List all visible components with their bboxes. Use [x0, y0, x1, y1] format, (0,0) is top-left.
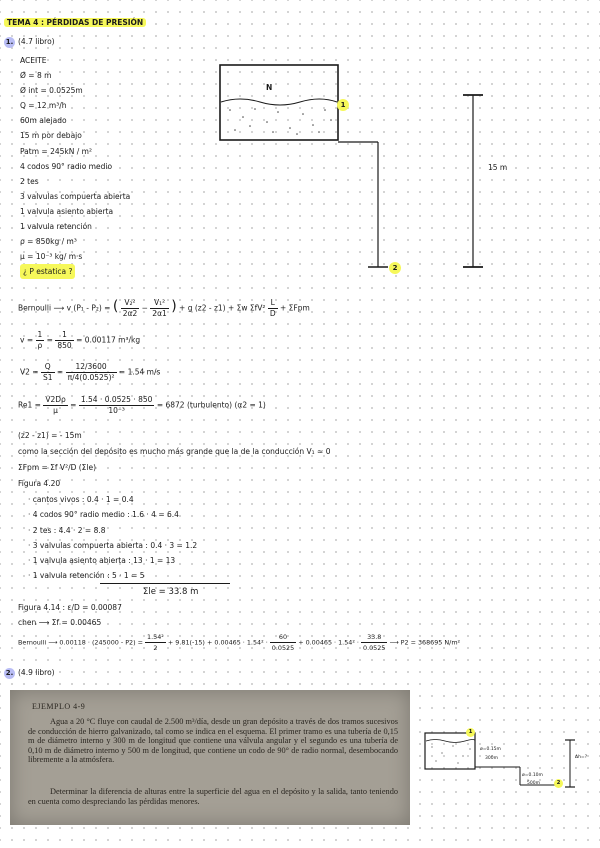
- given-data-item: 1 valvula retención: [20, 222, 92, 232]
- page-title: TEMA 4 : PÉRDIDAS DE PRESIÓN: [4, 18, 146, 28]
- height-label: 15 m: [488, 163, 508, 172]
- fitting-item: · 3 valvulas compuerta abierta : 0.4 · 3 = 1.2: [28, 540, 198, 550]
- liquid-surface: [221, 99, 337, 105]
- example-title: EJEMPLO 4-9: [32, 702, 86, 711]
- liquid-dots: [431, 745, 470, 763]
- example-paragraph-2: Determinar la diferencia de alturas entre la superficie del agua en el depósito y la salida, tanto teniendo en cuenta como despreciando las pérdidas menores.: [28, 787, 398, 806]
- segment-1-label: ø=0.15m: [480, 747, 501, 752]
- given-data-item: 1 valvula asiento abierta: [20, 206, 114, 216]
- given-data-list: [20, 53, 130, 279]
- height-label-2: Δh=?: [575, 755, 588, 760]
- velocity-eq: V2 = $\frac{Q}{S1}$ = $\frac{12/3600}{\text{π/4(0.0525)²}}$ = 1.54 m/s: [20, 362, 161, 382]
- figure-4-14-line: Figura 4.14 : ε/D = 0.00087: [18, 603, 122, 612]
- given-data-item: Patm = 245kN / m²: [20, 146, 92, 156]
- fitting-item: · 2 tes : 4.4 · 2 = 8.8: [28, 525, 106, 535]
- point-1-badge: 1: [337, 99, 349, 111]
- point-2-badge: 2: [554, 779, 563, 788]
- tank-diagram-2: [420, 725, 598, 795]
- bernoulli-equation: Bernoulli ⟶ v (P₁ - P₂) = ( $\frac{\text{V₂²}}{2\alpha 2}$ − $\frac{\text{V₁²}}{2\alpha 1}$ ) + g (z2 - z1) + Σw ΣfV² $\frac{L}{D}$ + ΣFpm: [18, 298, 310, 318]
- tank-diagram: [215, 62, 495, 277]
- liquid-surface: [426, 740, 475, 743]
- sum-fpm-line: ΣFpm = Σf V²/D (Σle): [18, 463, 97, 472]
- specific-volume-eq: v = $\frac{1}{\rho}$ = $\frac{1}{850}$ = 0.00117 m³/kg: [20, 330, 141, 350]
- example-paragraph-1: Agua a 20 °C fluye con caudal de 2.500 m³/día, desde un gran depósito a través de dos tramos sucesivos de conducción de hierro galvanizado, tal como se indica en el esquema. El primer tramo es una tubería de 0,15 m de diámetro interno y 300 m de longitud que contiene una válvula angular y el segundo es una tubería de 0,10 m de diámetro interno y 500 m de longitud, que contiene un codo de 90° de radio normal, desembocando libremente a la atmósfera.: [28, 717, 398, 765]
- given-data-item: ACEITE: [20, 56, 47, 65]
- figure-ref: Figura 4.20: [18, 479, 61, 488]
- given-data-item: 15 m por debajo: [20, 131, 82, 141]
- problem-ref: (4.7 libro): [18, 37, 55, 46]
- problem-number: 1.: [5, 38, 14, 46]
- chen-line: chen ⟶ Σf = 0.00465: [18, 618, 102, 627]
- given-data-item: 2 tes: [20, 176, 39, 186]
- tank-outline: [425, 733, 475, 769]
- tank-outline: [220, 65, 338, 140]
- given-data-item: 3 valvulas compuerta abierta: [20, 191, 131, 201]
- fitting-item: · 4 codos 90° radio medio : 1.6 · 4 = 6.4: [28, 510, 179, 520]
- problem-number: 2.: [5, 669, 14, 677]
- problem-ref: (4.9 libro): [18, 668, 55, 677]
- final-bernoulli: Bernoulli ⟶ 0.00118 · (245000 - P2) = $\frac{\text{1.54²}}{2}$ + 9.81(-15) + 0.00465 · 1.54² · $\frac{60}{0.0525}$ + 0.00465 · 1.54² · $\frac{33.8}{0.0525}$ ⟶ P2 = 368695 N/m²: [18, 633, 461, 652]
- given-data-item: Ø = 8 m: [20, 71, 52, 81]
- segment-2-label: ø=0.10m: [522, 773, 543, 778]
- deposit-note: como la sección del depósito es mucho más grande que la de la conducción V₁ ≈ 0: [18, 447, 331, 456]
- liquid-dots: [229, 108, 332, 135]
- fitting-item: · cantos vivos : 0.4 · 1 = 0.4: [28, 495, 134, 504]
- given-data-item: ¿ P estatica ?: [20, 264, 75, 279]
- segment-2-length: 500m: [527, 781, 540, 786]
- problem-2-header: [4, 668, 55, 679]
- fitting-item: · 1 valvula asiento abierta : 13 · 1 = 13: [28, 556, 176, 566]
- fittings-list: [28, 492, 197, 584]
- sum-divider: [100, 583, 230, 584]
- given-data-item: 4 codos 90° radio medio: [20, 161, 113, 171]
- segment-1-length: 300m: [485, 756, 498, 761]
- fitting-item: · 1 valvula retención : 5 · 1 = 5: [28, 571, 145, 581]
- textbook-photo: [10, 690, 410, 825]
- given-data-item: Ø int = 0.0525m: [20, 86, 83, 96]
- tank-label-n: N: [266, 83, 273, 92]
- sum-le: Σle = 33.8 m: [143, 587, 199, 597]
- given-data-item: 60m alejado: [20, 116, 67, 126]
- given-data-item: μ = 10⁻³ kg/ m·s: [20, 252, 83, 262]
- height-difference-line: (z2 - z1) = - 15m: [18, 431, 82, 440]
- given-data-item: ρ = 850kg / m³: [20, 237, 77, 247]
- problem-1-header: [4, 37, 55, 48]
- point-1-badge: 1: [466, 728, 475, 737]
- point-2-badge: 2: [389, 262, 401, 274]
- reynolds-eq: Re1 = $\frac{V2D\rho}{\mu}$ = $\frac{1.54 \cdot 0.0525 \cdot 850}{\text{10⁻³}}$ = 6872 (turbulento) (α2 = 1): [18, 395, 266, 415]
- given-data-item: Q = 12 m³/h: [20, 101, 67, 111]
